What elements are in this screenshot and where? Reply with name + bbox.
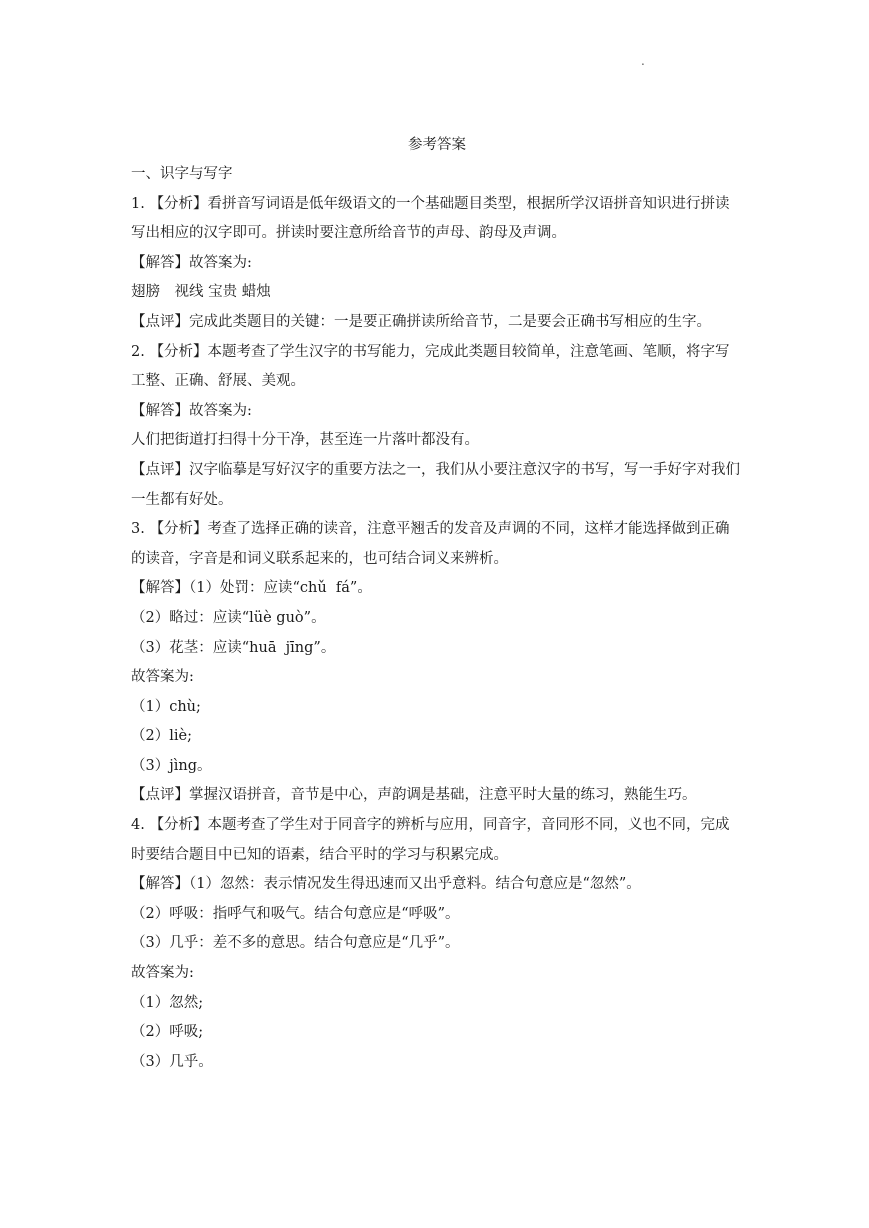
q2-answer-text: 人们把街道打扫得十分干净，甚至连一片落叶都没有。 [131, 432, 479, 449]
q2-analysis: 2. 【分析】本题考查了学生汉字的书写能力，完成此类题目较简单，注意笔画、笔顺，将字写工整、正确、舒展、美观。 [131, 343, 730, 390]
q4-answer-2: （2）呼吸：指呼气和吸气。结合句意应是“呼吸”。 [131, 905, 460, 922]
q3-result-2: （2）liè; [131, 728, 192, 745]
q1-answer-words: 翅膀 视线 宝贵 蜡烛 [131, 284, 271, 301]
q3-answer-1: 【解答】（1）处罚：应读“chǔ fá”。 [131, 580, 372, 597]
section-heading: 一、识字与写字 [131, 166, 233, 182]
q4-analysis: 4. 【分析】本题考查了学生对于同音字的辨析与应用，同音字，音同形不同，义也不同，完成时要结合题目中已知的语素，结合平时的学习与积累完成。 [131, 817, 730, 863]
q3-answer-2: （2）略过：应读“lüè guò”。 [131, 609, 326, 626]
q3-result-1: （1）chù; [131, 698, 201, 715]
q2-comment: 【点评】汉字临摹是写好汉字的重要方法之一，我们从小要注意汉字的书写，写一手好字对我们一生都有好处。 [131, 461, 740, 508]
corner-mark: . [641, 54, 645, 68]
q4-result-1: （1）忽然; [131, 994, 204, 1011]
q3-result-3: （3）jìng。 [131, 757, 212, 774]
q3-analysis: 3. 【分析】考查了选择正确的读音，注意平翘舌的发音及声调的不同，这样才能选择做到正确的读音，字音是和词义联系起来的，也可结合词义来辨析。 [131, 521, 730, 567]
q1-analysis: 1. 【分析】看拼音写词语是低年级语文的一个基础题目类型，根据所学汉语拼音知识进行拼读写出相应的汉字即可。拼读时要注意所给音节的声母、韵母及声调。 [131, 195, 730, 242]
q3-answer-3: （3）花茎：应读“huā jīng”。 [131, 639, 336, 656]
q4-result-label: 故答案为: [131, 965, 194, 982]
page-title: 参考答案 [408, 137, 466, 153]
answer-document [131, 131, 743, 1077]
q3-comment: 【点评】掌握汉语拼音，音节是中心，声韵调是基础，注意平时大量的练习，熟能生巧。 [131, 787, 697, 804]
q4-result-2: （2）呼吸; [131, 1024, 204, 1041]
q1-answer-label: 【解答】故答案为: [131, 254, 252, 271]
q4-answer-1: 【解答】（1）忽然：表示情况发生得迅速而又出乎意料。结合句意应是“忽然”。 [131, 876, 641, 893]
q4-result-3: （3）几乎。 [131, 1053, 213, 1070]
q1-comment: 【点评】完成此类题目的关键：一是要正确拼读所给音节，二是要会正确书写相应的生字。 [131, 313, 711, 330]
q2-answer-label: 【解答】故答案为: [131, 402, 252, 419]
q4-answer-3: （3）几乎：差不多的意思。结合句意应是“几乎”。 [131, 935, 460, 952]
q3-result-label: 故答案为: [131, 669, 194, 686]
